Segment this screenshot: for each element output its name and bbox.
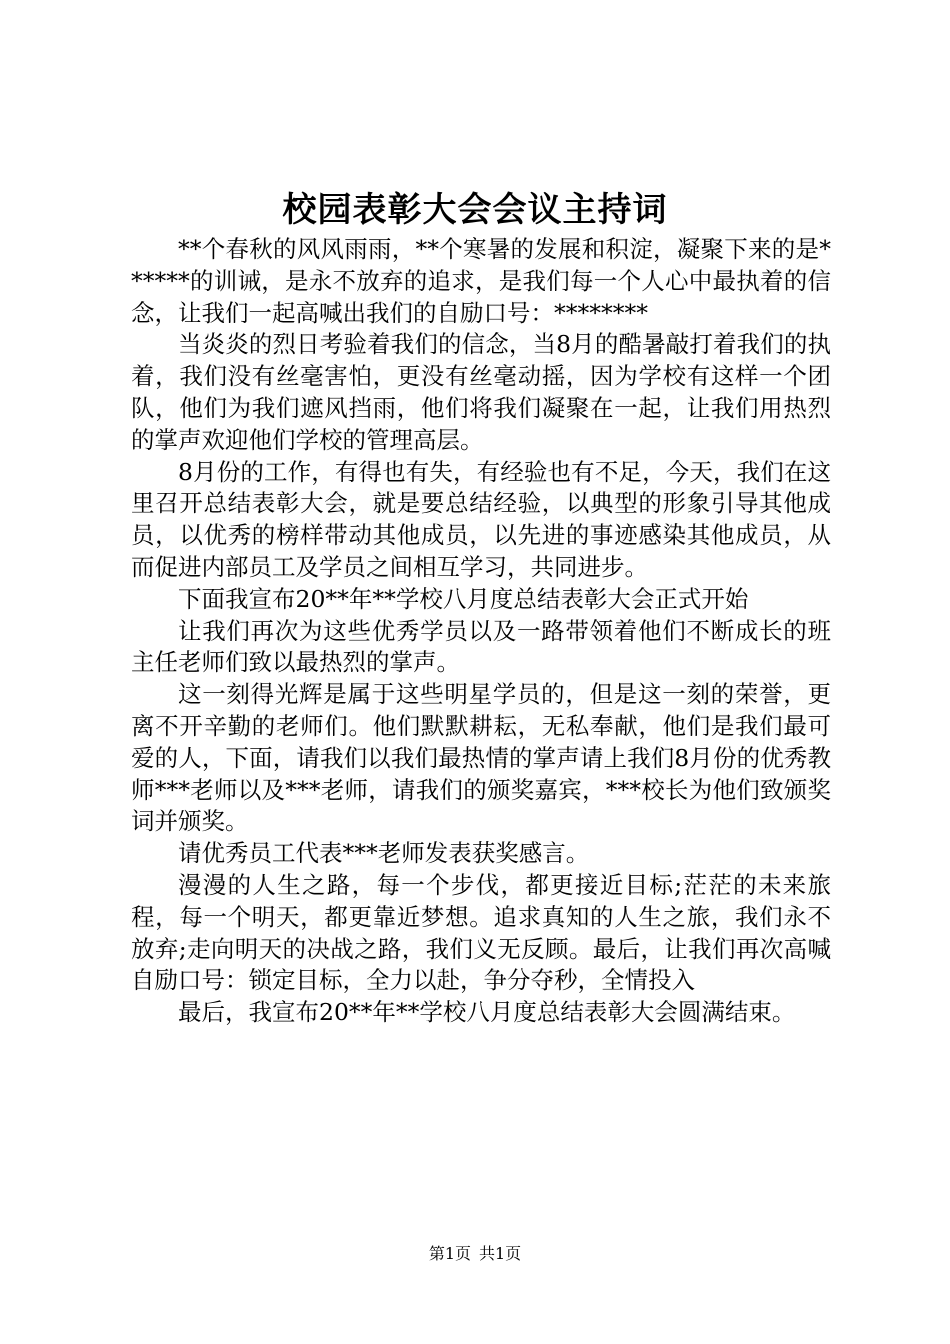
paragraph: **个春秋的风风雨雨，**个寒暑的发展和积淀，凝聚下来的是******的训诫，是永不放弃的追求，是我们每一个人心中最执着的信念，让我们一起高喊出我们的自励口号：******** [131, 235, 831, 327]
page-number: 第1页 [428, 1244, 471, 1263]
document-body [131, 234, 831, 1029]
document-title: 校园表彰大会会议主持词 [282, 190, 668, 230]
paragraph: 这一刻得光辉是属于这些明星学员的，但是这一刻的荣誉，更离不开辛勤的老师们。他们默默耕耘，无私奉献，他们是我们最可爱的人，下面，请我们以我们最热情的掌声请上我们8月份的优秀教师***老师以及***老师，请我们的颁奖嘉宾，***校长为他们致颁奖词并颁奖。 [131, 680, 831, 836]
paragraph: 最后，我宣布20**年**学校八月度总结表彰大会圆满结束。 [178, 998, 796, 1027]
page-footer [0, 1244, 950, 1264]
paragraph: 8月份的工作，有得也有失，有经验也有不足，今天，我们在这里召开总结表彰大会，就是要总结经验，以典型的形象引导其他成员，以优秀的榜样带动其他成员，以先进的事迹感染其他成员，从而促进内部员工及学员之间相互学习，共同进步。 [131, 457, 831, 581]
paragraph: 漫漫的人生之路，每一个步伐，都更接近目标;茫茫的未来旅程，每一个明天，都更靠近梦想。追求真知的人生之旅，我们永不放弃;走向明天的决战之路，我们义无反顾。最后，让我们再次高喊自励口号：锁定目标，全力以赴，争分夺秒，全情投入 [131, 870, 831, 995]
page-total: 共1页 [479, 1244, 522, 1263]
paragraph: 当炎炎的烈日考验着我们的信念，当8月的酷暑敲打着我们的执着，我们没有丝毫害怕，更没有丝毫动摇，因为学校有这样一个团队，他们为我们遮风挡雨，他们将我们凝聚在一起，让我们用热烈的掌声欢迎他们学校的管理高层。 [131, 330, 831, 454]
paragraph: 让我们再次为这些优秀学员以及一路带领着他们不断成长的班主任老师们致以最热烈的掌声。 [131, 616, 831, 677]
paragraph: 下面我宣布20**年**学校八月度总结表彰大会正式开始 [178, 584, 749, 613]
paragraph: 请优秀员工代表***老师发表获奖感言。 [178, 839, 590, 868]
